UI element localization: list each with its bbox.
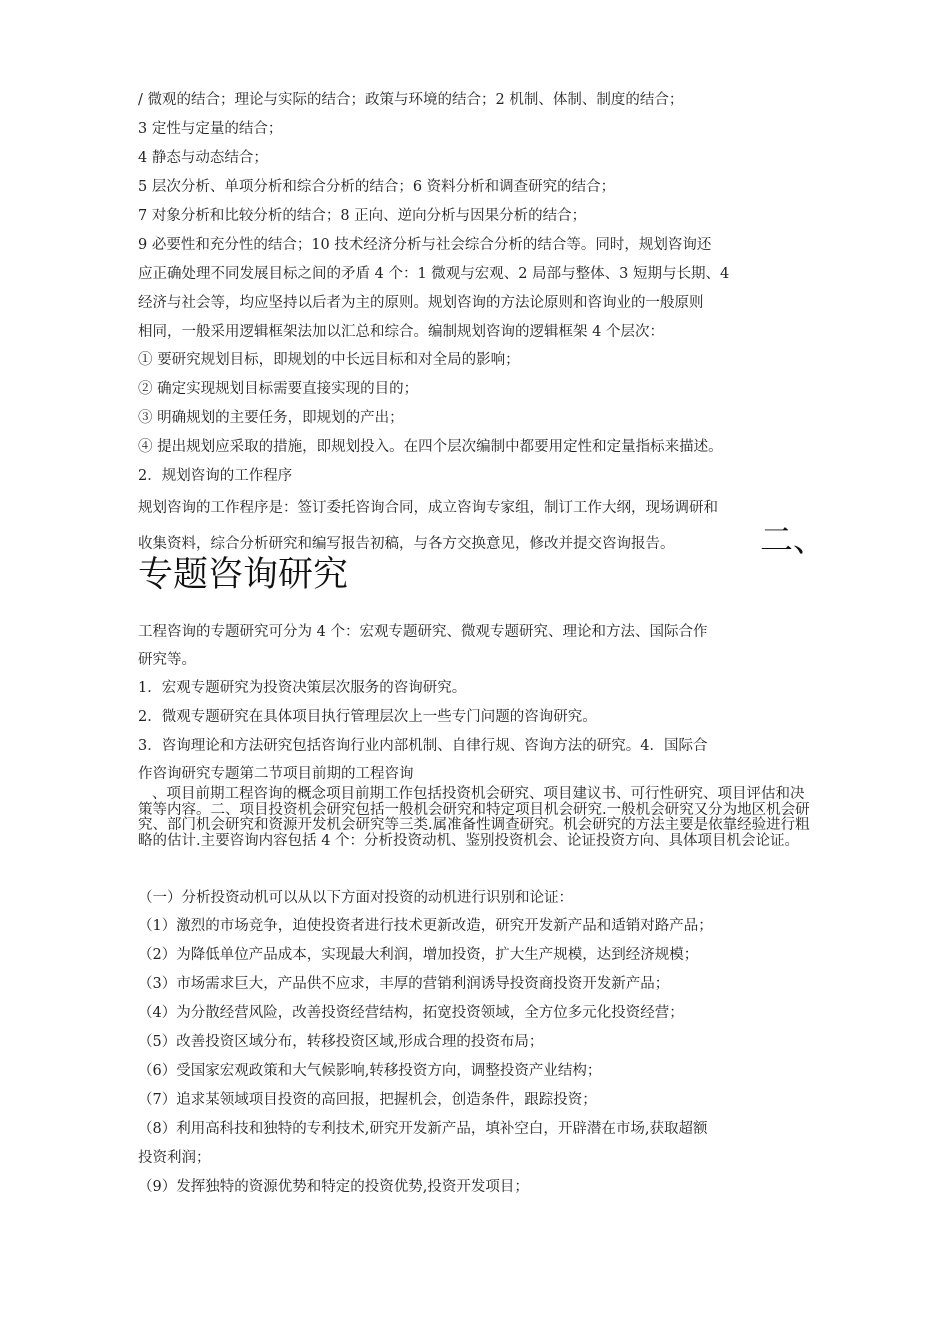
text-line: 投资利润； bbox=[138, 1150, 211, 1166]
list-item: ③ 明确规划的主要任务，即规划的产出； bbox=[138, 410, 404, 426]
section-subheading: 2．规划咨询的工作程序 bbox=[138, 468, 293, 484]
list-item: （5）改善投资区域分布，转移投资区域,形成合理的投资布局； bbox=[138, 1034, 544, 1050]
text-line: 5 层次分析、单项分析和综合分析的结合；6 资料分析和调查研究的结合； bbox=[138, 179, 616, 195]
text-line: 研究等。 bbox=[138, 652, 196, 668]
section-number: 二、 bbox=[760, 520, 826, 559]
list-item: ④ 提出规划应采取的措施，即规划投入。在四个层次编制中都要用定性和定量指标来描述。 bbox=[138, 439, 723, 455]
list-item: （1）激烈的市场竞争，迫使投资者进行技术更新改造，研究开发新产品和适销对路产品； bbox=[138, 918, 713, 934]
list-item: ② 确定实现规划目标需要直接实现的目的； bbox=[138, 381, 419, 397]
list-item: 3．咨询理论和方法研究包括咨询行业内部机制、自律行规、咨询方法的研究。4．国际合 bbox=[138, 738, 708, 754]
text-line: 9 必要性和充分性的结合；10 技术经济分析与社会综合分析的结合等。同时，规划咨询还 bbox=[138, 237, 712, 253]
text-line: / 微观的结合；理论与实际的结合；政策与环境的结合；2 机制、体制、制度的结合； bbox=[138, 92, 684, 108]
section-heading: 专题咨询研究 bbox=[138, 555, 349, 595]
text-line: 应正确处理不同发展目标之间的矛盾 4 个：1 微观与宏观、2 局部与整体、3 短期与长期、4 bbox=[138, 266, 730, 282]
list-item: （4）为分散经营风险，改善投资经营结构，拓宽投资领域，全方位多元化投资经营； bbox=[138, 1005, 684, 1021]
text-line: 经济与社会等，均应坚持以后者为主的原则。规划咨询的方法论原则和咨询业的一般原则 bbox=[138, 295, 704, 311]
list-item: （9）发挥独特的资源优势和特定的投资优势,投资开发项目； bbox=[138, 1179, 529, 1195]
text-line: 相同，一般采用逻辑框架法加以汇总和综合。编制规划咨询的逻辑框架 4 个层次： bbox=[138, 324, 664, 340]
text-line: 7 对象分析和比较分析的结合；8 正向、逆向分析与因果分析的结合； bbox=[138, 208, 587, 224]
list-heading: （一）分析投资动机可以从以下方面对投资的动机进行识别和论证： bbox=[138, 890, 573, 906]
list-item: （2）为降低单位产品成本，实现最大利润，增加投资，扩大生产规模，达到经济规模； bbox=[138, 947, 699, 963]
text-line: 4 静态与动态结合； bbox=[138, 150, 268, 166]
list-item: ① 要研究规划目标，即规划的中长远目标和对全局的影响； bbox=[138, 352, 520, 368]
dense-paragraph: 、项目前期工程咨询的概念项目前期工作包括投资机会研究、项目建议书、可行性研究、项目评估和决策等内容。二、项目投资机会研究包括一般机会研究和特定项目机会研究.一般机会研究又分为地区机会研究、部门机会研究和资源开发机会研究等三类.属准备性调查研究。机会研究的方法主要是依靠经验进行粗略的估计.主要咨询内容包括 4 个：分析投资动机、鉴别投资机会、论证投资方向、具体项目机会论证。 bbox=[138, 786, 810, 849]
text-line: 工程咨询的专题研究可分为 4 个：宏观专题研究、微观专题研究、理论和方法、国际合作 bbox=[138, 624, 708, 640]
list-item: 1．宏观专题研究为投资决策层次服务的咨询研究。 bbox=[138, 680, 467, 696]
text-line: 3 定性与定量的结合； bbox=[138, 121, 283, 137]
list-item: （7）追求某领域项目投资的高回报，把握机会，创造条件，跟踪投资； bbox=[138, 1092, 597, 1108]
list-item: （6）受国家宏观政策和大气候影响,转移投资方向，调整投资产业结构； bbox=[138, 1063, 602, 1079]
list-item: 2．微观专题研究在具体项目执行管理层次上一些专门问题的咨询研究。 bbox=[138, 709, 597, 725]
text-line: 作咨询研究专题第二节项目前期的工程咨询 bbox=[138, 766, 414, 782]
text-line: 收集资料，综合分析研究和编写报告初稿，与各方交换意见，修改并提交咨询报告。 bbox=[138, 536, 675, 552]
list-item: （3）市场需求巨大，产品供不应求，丰厚的营销利润诱导投资商投资开发新产品； bbox=[138, 976, 670, 992]
text-line: 规划咨询的工作程序是：签订委托咨询合同，成立咨询专家组，制订工作大纲，现场调研和 bbox=[138, 500, 718, 516]
list-item: （8）利用高科技和独特的专利技术,研究开发新产品，填补空白，开辟潜在市场,获取超额 bbox=[138, 1121, 708, 1137]
